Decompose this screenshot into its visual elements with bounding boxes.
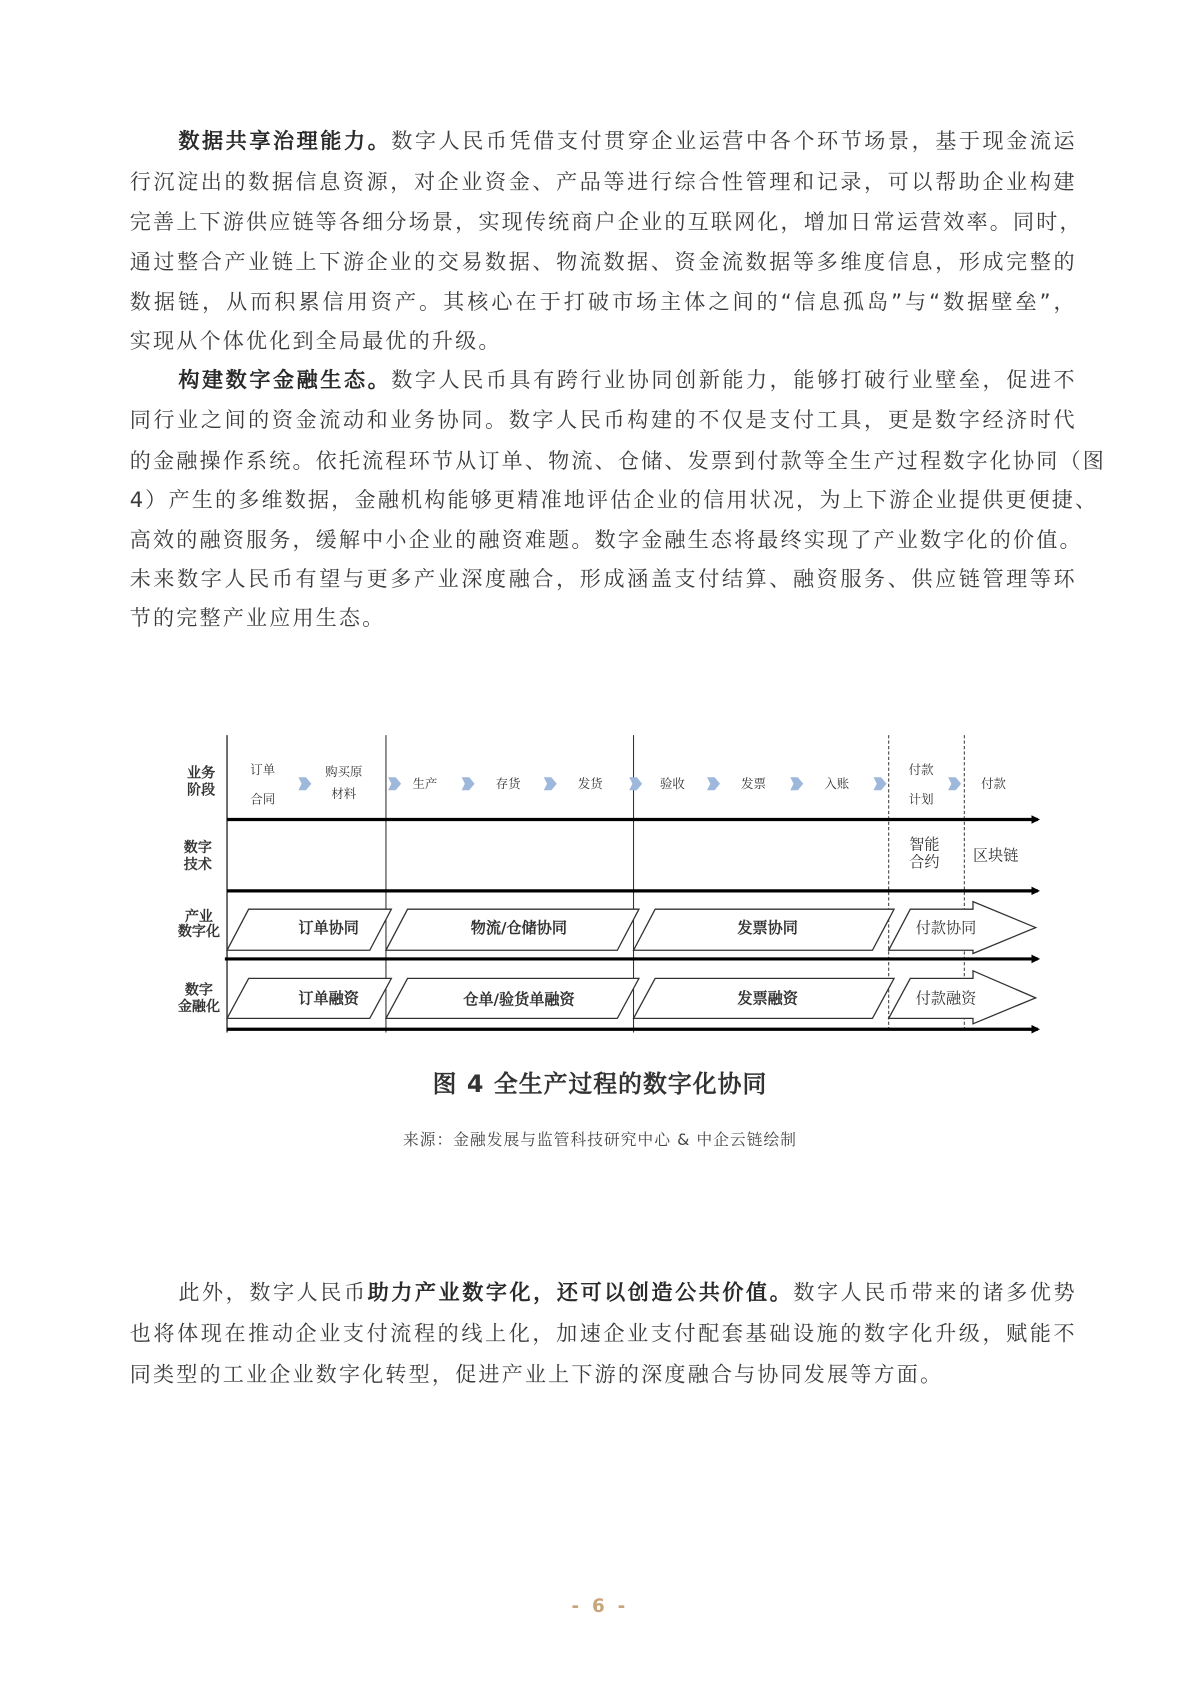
chevron-right-icon — [948, 777, 961, 790]
text-segment: 4）产生的多维数据，金融机构能够更精准地评估企业的信用状况，为上下游企业提供更便捷、 — [129, 487, 1099, 513]
row-label: 数字 — [184, 982, 213, 999]
finance-label: 仓单/验货单融资 — [463, 990, 575, 1009]
stage-label: 合同 — [250, 791, 276, 807]
finance-label: 订单融资 — [298, 989, 359, 1008]
row-label: 阶段 — [187, 782, 216, 799]
stage-label: 计划 — [908, 791, 934, 807]
stage-label: 入账 — [824, 776, 850, 792]
text-segment: 高效的融资服务，缓解中小企业的融资难题。数字金融生态将最终实现了产业数字化的价值。 — [129, 527, 1083, 553]
tech-label: 区块链 — [972, 846, 1019, 865]
stage-label: 发货 — [577, 776, 603, 792]
figure-caption: 图 4 全生产过程的数字化协同 — [432, 1071, 768, 1099]
bold-text: 构建数字金融生态。 — [178, 367, 392, 393]
stage-label: 订单 — [250, 762, 276, 778]
bold-text: 助力产业数字化，还可以创造公共价值。 — [367, 1280, 794, 1305]
stage-label: 付款 — [981, 776, 1006, 792]
chevron-right-icon — [388, 777, 401, 790]
finance-label: 付款融资 — [915, 989, 977, 1008]
figure-source: 来源：金融发展与监管科技研究中心 & 中企云链绘制 — [402, 1131, 798, 1150]
chevron-right-icon — [462, 777, 475, 790]
chevron-right-icon — [874, 777, 887, 790]
row-label: 技术 — [183, 857, 212, 874]
text-segment: 数字人民币凭借支付贯穿企业运营中各个环节场景，基于现金流运 — [391, 128, 1077, 154]
text-segment: 完善上下游供应链等各细分场景，实现传统商户企业的互联网化，增加日常运营效率。同时， — [129, 209, 1083, 235]
text-segment: 未来数字人民币有望与更多产业深度融合，形成涵盖支付结算、融资服务、供应链管理等环 — [129, 566, 1077, 592]
row-label: 数字化 — [177, 924, 221, 941]
bold-text: 数据共享治理能力。 — [178, 128, 392, 154]
text-segment: 同类型的工业企业数字化转型，促进产业上下游的深度融合与协同发展等方面。 — [129, 1362, 944, 1388]
stage-label: 验收 — [660, 776, 685, 792]
text-segment: 数字人民币带来的诸多优势 — [793, 1280, 1077, 1305]
text-segment: 行沉淀出的数据信息资源，对企业资金、产品等进行综合性管理和记录，可以帮助企业构建 — [129, 169, 1077, 195]
text-segment: 节的完整产业应用生态。 — [129, 605, 386, 631]
chevron-right-icon — [707, 777, 720, 790]
industry-label: 订单协同 — [298, 918, 359, 937]
stage-label: 存货 — [495, 776, 521, 792]
text-segment: 数字人民币具有跨行业协同创新能力，能够打破行业壁垒，促进不 — [391, 367, 1077, 393]
text-segment: 也将体现在推动企业支付流程的线上化，加速企业支付配套基础设施的数字化升级，赋能不 — [129, 1321, 1077, 1346]
stage-label: 购买原 — [325, 764, 363, 780]
tech-label: 合约 — [909, 853, 940, 872]
stage-label: 材料 — [331, 785, 357, 801]
row-label: 金融化 — [177, 998, 221, 1015]
text-line — [130, 1360, 1077, 1390]
finance-label: 发票融资 — [737, 989, 798, 1008]
stage-arrows — [298, 777, 961, 790]
industry-label: 物流/仓储协同 — [470, 918, 568, 937]
stage-label: 付款 — [908, 762, 934, 778]
text-segment: 的金融操作系统。依托流程环节从订单、物流、仓储、发票到付款等全生产过程数字化协同（图 — [129, 448, 1106, 474]
page-number: - 6 - — [571, 1595, 629, 1618]
industry-label: 发票协同 — [737, 918, 798, 937]
chevron-right-icon — [544, 777, 557, 790]
text-segment: 实现从个体优化到全局最优的升级。 — [129, 328, 502, 354]
stage-label: 生产 — [412, 776, 438, 792]
text-segment: 同行业之间的资金流动和业务协同。数字人民币构建的不仅是支付工具，更是数字经济时代 — [129, 407, 1077, 433]
industry-label: 付款协同 — [915, 918, 977, 937]
text-segment: 此外，数字人民币 — [178, 1280, 368, 1305]
text-segment: 通过整合产业链上下游企业的交易数据、物流数据、资金流数据等多维度信息，形成完整的 — [129, 249, 1077, 275]
text-segment: 数据链，从而积累信用资产。其核心在于打破市场主体之间的“信息孤岛”与“数据壁垒”， — [129, 289, 1077, 315]
row-label: 数字 — [183, 839, 212, 856]
stage-label: 发票 — [741, 776, 766, 792]
chevron-right-icon — [629, 777, 642, 790]
tech-label: 智能 — [909, 835, 940, 854]
row-label: 产业 — [184, 909, 213, 926]
row-label: 业务 — [187, 765, 216, 782]
chevron-right-icon — [790, 777, 803, 790]
text-line — [130, 1319, 1077, 1349]
text-line — [178, 1278, 1076, 1308]
chevron-right-icon — [298, 777, 311, 790]
